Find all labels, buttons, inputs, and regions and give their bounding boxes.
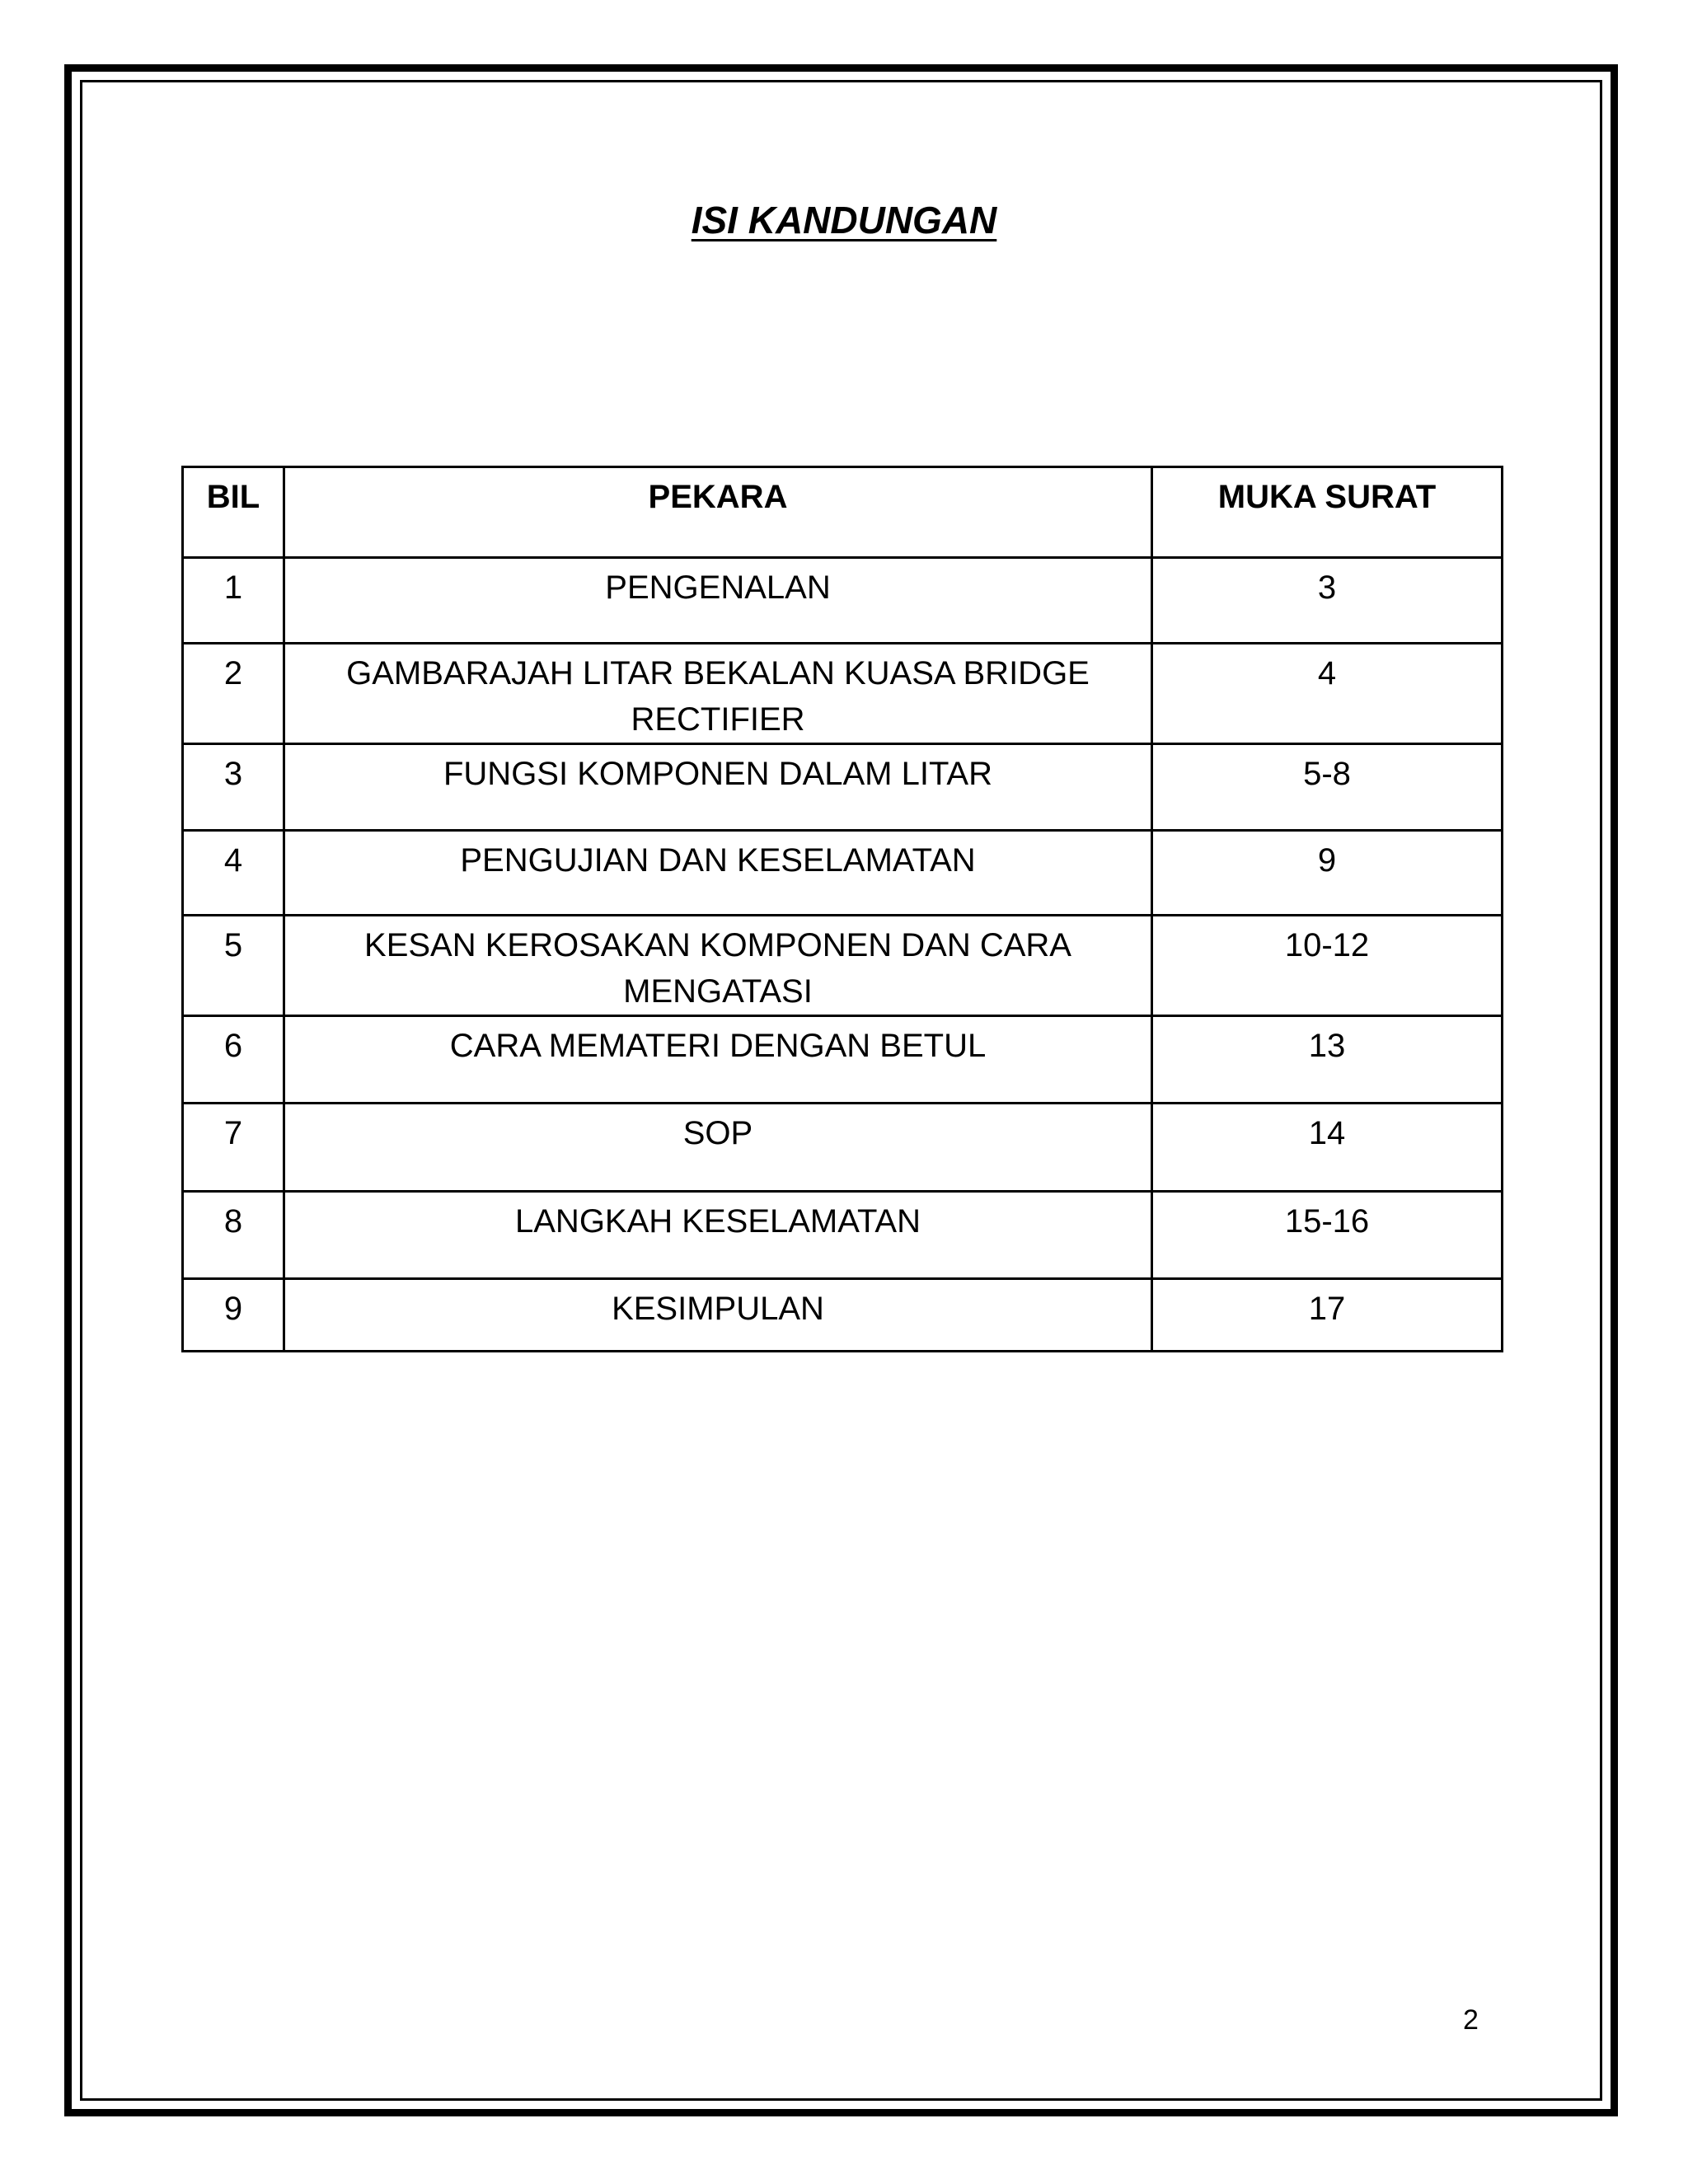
cell-pekara: FUNGSI KOMPONEN DALAM LITAR — [284, 744, 1152, 831]
table-row — [183, 1279, 1503, 1352]
cell-bil: 5 — [183, 916, 284, 1016]
cell-bil: 8 — [183, 1192, 284, 1279]
cell-muka-surat: 14 — [1152, 1104, 1503, 1192]
cell-pekara: PENGUJIAN DAN KESELAMATAN — [284, 831, 1152, 916]
cell-pekara: GAMBARAJAH LITAR BEKALAN KUASA BRIDGE RECTIFIER — [284, 644, 1152, 744]
cell-bil: 3 — [183, 744, 284, 831]
cell-muka-surat: 13 — [1152, 1016, 1503, 1104]
table-of-contents — [181, 466, 1503, 1352]
cell-pekara: KESAN KEROSAKAN KOMPONEN DAN CARA MENGATASI — [284, 916, 1152, 1016]
cell-pekara: CARA MEMATERI DENGAN BETUL — [284, 1016, 1152, 1104]
cell-bil: 6 — [183, 1016, 284, 1104]
table-row — [183, 558, 1503, 644]
cell-bil: 1 — [183, 558, 284, 644]
cell-pekara: LANGKAH KESELAMATAN — [284, 1192, 1152, 1279]
page-title: ISI KANDUNGAN — [691, 199, 997, 241]
header-pekara: PEKARA — [284, 467, 1152, 558]
header-bil: BIL — [183, 467, 284, 558]
cell-bil: 7 — [183, 1104, 284, 1192]
cell-muka-surat: 5-8 — [1152, 744, 1503, 831]
cell-muka-surat: 3 — [1152, 558, 1503, 644]
cell-pekara: PENGENALAN — [284, 558, 1152, 644]
header-muka-surat: MUKA SURAT — [1152, 467, 1503, 558]
table-row — [183, 744, 1503, 831]
cell-bil: 2 — [183, 644, 284, 744]
cell-pekara: KESIMPULAN — [284, 1279, 1152, 1352]
table-row — [183, 831, 1503, 916]
page-number: 2 — [1463, 2004, 1479, 2036]
cell-muka-surat: 4 — [1152, 644, 1503, 744]
cell-muka-surat: 10-12 — [1152, 916, 1503, 1016]
cell-muka-surat: 17 — [1152, 1279, 1503, 1352]
cell-muka-surat: 9 — [1152, 831, 1503, 916]
table-row — [183, 1192, 1503, 1279]
table-row — [183, 1104, 1503, 1192]
cell-muka-surat: 15-16 — [1152, 1192, 1503, 1279]
table-row — [183, 644, 1503, 744]
cell-pekara: SOP — [284, 1104, 1152, 1192]
table-header-row — [183, 467, 1503, 558]
cell-bil: 4 — [183, 831, 284, 916]
cell-bil: 9 — [183, 1279, 284, 1352]
table-row — [183, 916, 1503, 1016]
table-row — [183, 1016, 1503, 1104]
